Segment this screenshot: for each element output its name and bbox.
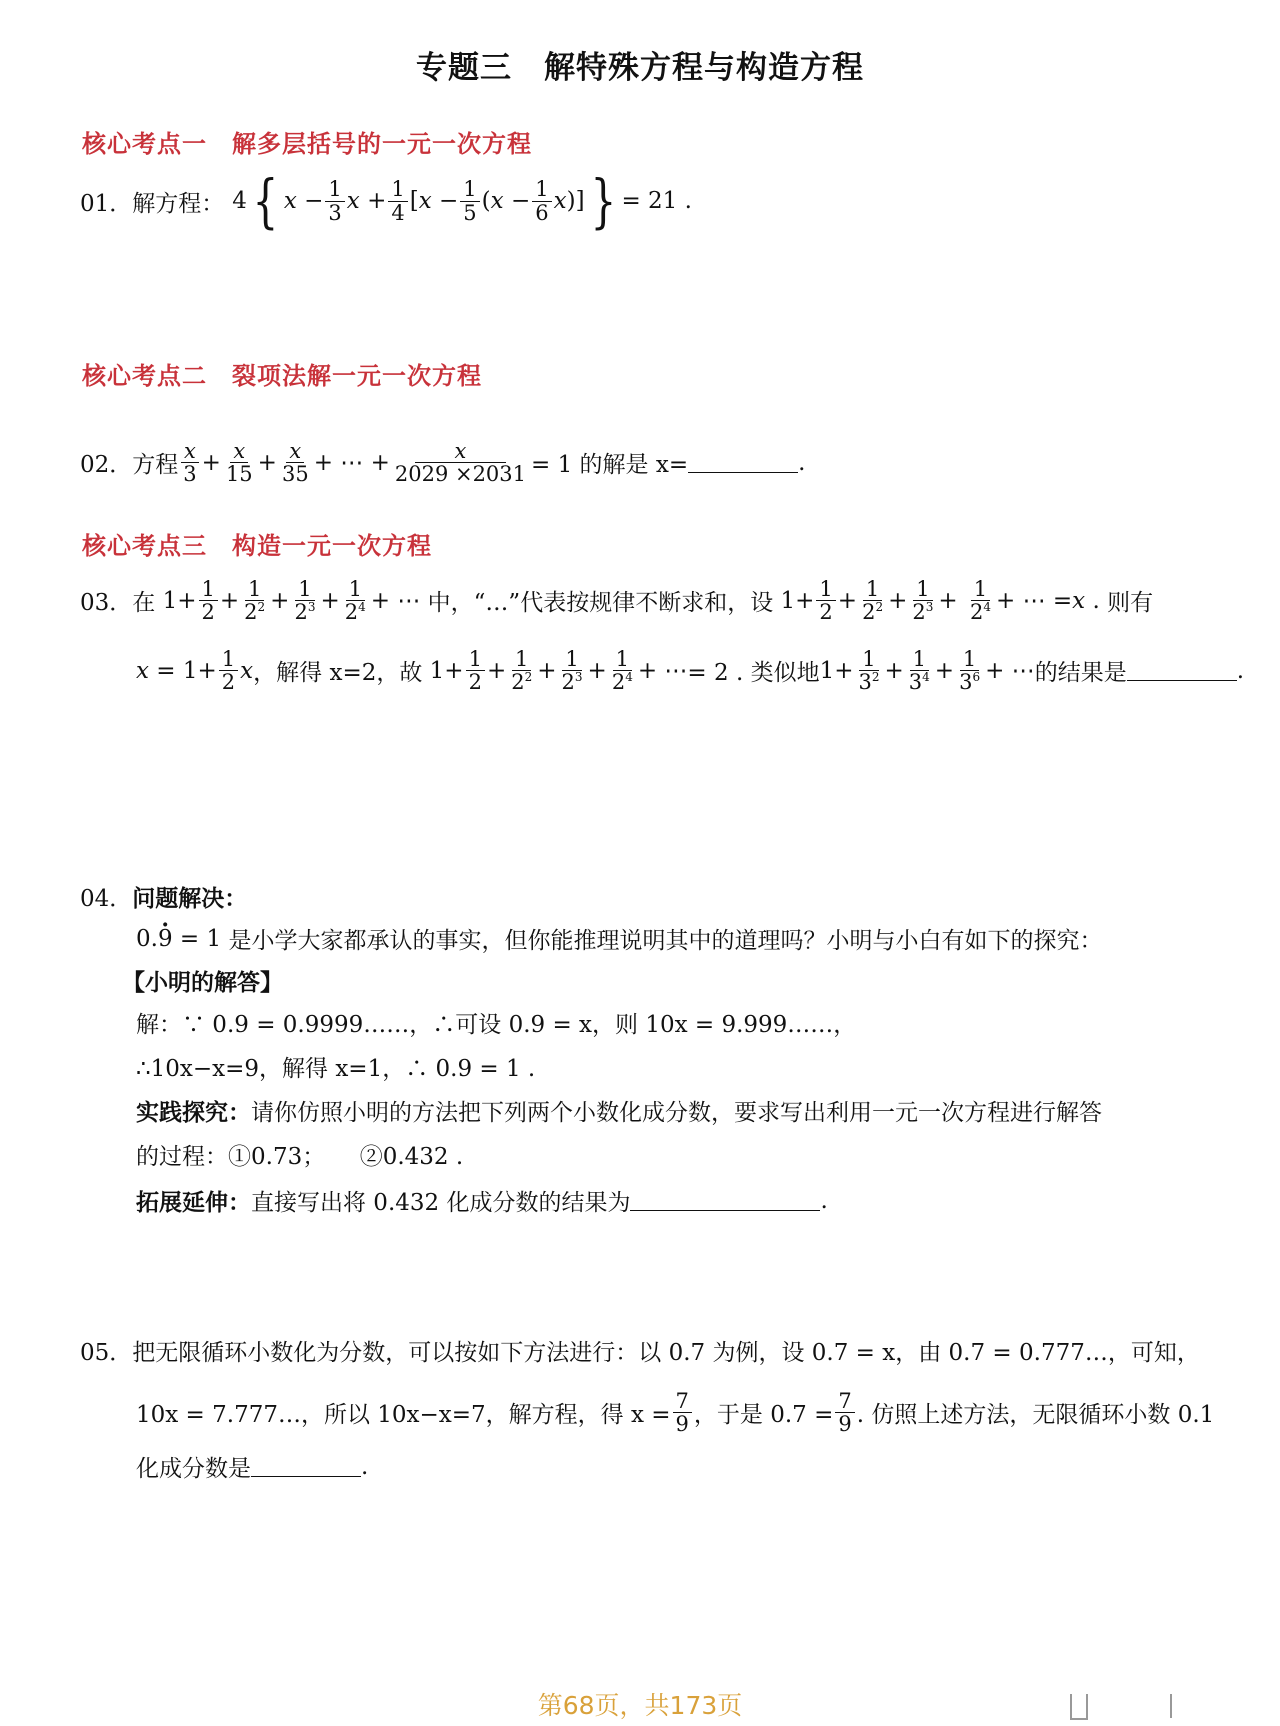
question-lead: 方程 [132, 452, 179, 479]
q3-text-d: ，解得 x=2，故 [253, 660, 423, 687]
practice-label: 实践探究： [136, 1100, 251, 1126]
section-heading-3: 核心考点三 构造一元一次方程 [82, 532, 432, 560]
big-denominator: 2029 ×2031 [394, 462, 527, 487]
question-number: 04． [80, 886, 133, 912]
question-number: 01． [80, 190, 133, 217]
answer-blank[interactable] [251, 1456, 361, 1477]
section-heading-2: 核心考点二 裂项法解一元一次方程 [82, 362, 482, 390]
q4-intro-line: 0. · 9 = 1 是小学大家都承认的事实，但你能推理说明其中的道理吗？小明与小白有如下的探究： [136, 922, 1102, 955]
q4-extension-line: 拓展延伸： 直接写出将 0.432 化成分数的结果为 . [136, 1184, 828, 1217]
extension-text: 直接写出将 0.432 化成分数的结果为 [251, 1190, 631, 1216]
q4-practice-line [136, 1094, 1102, 1127]
page-title: 专题三 解特殊方程与构造方程 [416, 50, 864, 86]
toolbar-icon[interactable] [1070, 1694, 1088, 1720]
answer-blank[interactable] [1127, 660, 1237, 681]
question-04-heading [80, 880, 247, 913]
section-heading-1: 核心考点一 解多层括号的一元一次方程 [82, 130, 532, 158]
question-number: 05． [80, 1340, 133, 1366]
page-number-footer: 第68页，共173页 [537, 1691, 743, 1720]
question-05-line-1 [80, 1334, 1200, 1367]
q3-text-f: 的结果是 [1034, 660, 1127, 687]
q3-text-a: 在 [132, 590, 156, 617]
question-lead: 解方程： [132, 190, 225, 217]
question-05-line-3: 化成分数是 . [136, 1450, 368, 1483]
q4-subheading: 【小明的解答】 [122, 970, 283, 996]
answer-blank[interactable] [630, 1190, 820, 1211]
q5-text-2c: . 仿照上述方法，无限循环小数 0.1 [856, 1402, 1215, 1429]
question-02: 02． 方程 $\frac{x}{3}$ + $\frac{x}{15}$ + $\frac{x}{35}$ + ⋯ + $\frac{x}{2029 \times 2031}$ = 1 的解是 x= . [80, 439, 806, 487]
equation-tail: = 1 的解是 x= [531, 452, 689, 479]
q5-text-2b: ，于是 0.7 = [693, 1402, 834, 1429]
q3-text-b: 中，“…”代表按规律不断求和，设 [427, 590, 774, 617]
extension-label: 拓展延伸： [136, 1190, 251, 1216]
q4-heading: 问题解决： [132, 886, 248, 912]
practice-text: 请你仿照小明的方法把下列两个小数化成分数，要求写出利用一元一次方程进行解答 [251, 1100, 1102, 1126]
question-03-line-2: x = 1+ $\frac{1}{2}$ x ，解得 x=2，故 1+ $\frac{1}{2}$ + $\frac{1}{2^2}$ + $\frac{1}{2^3}$ + $\frac{1}{2^4}$ + ⋯ = 2 . 类似地 1+ $\frac{1}{3^2}$ + $\frac{1}{3^4}$ + $\frac{1}{3^6}$ + ⋯ 的结果是 . [136, 647, 1244, 695]
q4-solution-1: 解：∵ 0.9 = 0.9999……，∴可设 0.9 = x，则 10x = 9.999……， [136, 1012, 857, 1038]
q5-text-1: 把无限循环小数化为分数，可以按如下方法进行：以 0.7 为例，设 0.7 = x，由 0.7 = 0.777…，可知， [132, 1340, 1200, 1366]
q5-text-3: 化成分数是 [136, 1456, 251, 1482]
question-03-line-1: 03． 在 1+ $\frac{1}{2}$ + $\frac{1}{2^2}$ + $\frac{1}{2^3}$ + $\frac{1}{2^4}$ + ⋯ 中，“…”代表按规律不断求和，设 1+ $\frac{1}{2}$ + $\frac{1}{2^2}$ + $\frac{1}{2^3}$ + $\frac{1}{2^4}$ + ⋯ = x . 则有 [80, 577, 1154, 625]
q3-text-c: 则有 [1107, 590, 1154, 617]
q4-solution-2: ∴10x−x=9，解得 x=1，∴ 0.9 = 1 . [136, 1056, 536, 1082]
toolbar-icon[interactable] [1170, 1694, 1186, 1718]
question-05-line-2: 10x = 7.777…，所以 10x−x=7，解方程，得 x = $\frac{7}{9}$ ，于是 0.7 = $\frac{7}{9}$ . 仿照上述方法，无限循环小数 0.1 [136, 1389, 1215, 1437]
q3-text-e: = 2 . 类似地 [687, 660, 820, 687]
question-01: 01． 解方程： 4 { x − $\frac{1}{3}$ x + $\frac{1}{4}$ [ x − $\frac{1}{5}$ ( x − $\frac{1}{6}$ x )] } = 21 . [80, 167, 692, 235]
q5-text-2a: 10x = 7.777…，所以 10x−x=7，解方程，得 x = [136, 1402, 671, 1429]
q4-practice-line-2: 的过程：①0.73； ②0.432 . [136, 1144, 464, 1170]
question-number: 02． [80, 452, 133, 479]
answer-blank[interactable] [688, 452, 798, 473]
equation-result: = 21 . [621, 188, 692, 214]
question-number: 03． [80, 590, 133, 617]
q4-intro: 是小学大家都承认的事实，但你能推理说明其中的道理吗？小明与小白有如下的探究： [228, 928, 1103, 954]
